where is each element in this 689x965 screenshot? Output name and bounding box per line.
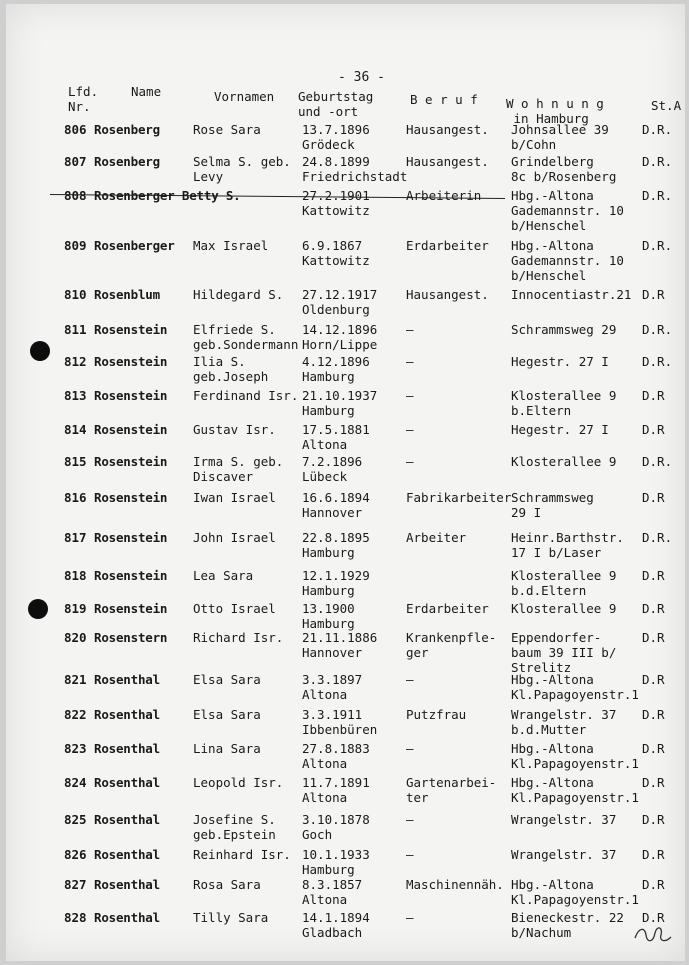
cell-st: D.R — [642, 388, 665, 403]
cell-beruf: – — [406, 422, 414, 437]
cell-wohnung: Grindelberg 8c b/Rosenberg — [511, 154, 617, 184]
cell-geburt: 12.1.1929 Hamburg — [302, 568, 370, 598]
header-lfd-nr: Lfd. Nr. — [68, 84, 99, 114]
cell-st: D.R — [642, 847, 665, 862]
cell-wohnung: Klosterallee 9 — [511, 454, 617, 469]
cell-vornamen: Lina Sara — [193, 741, 261, 756]
header-beruf: B e r u f — [410, 92, 478, 107]
cell-st: D.R. — [642, 454, 673, 469]
cell-vornamen: Josefine S. geb.Epstein — [193, 812, 276, 842]
cell-st: D.R — [642, 601, 665, 616]
cell-vornamen: Leopold Isr. — [193, 775, 284, 790]
cell-vornamen: Selma S. geb. Levy — [193, 154, 291, 184]
cell-name: Rosenthal — [94, 672, 160, 687]
cell-nr: 820 — [64, 630, 87, 645]
cell-vornamen: Elfriede S. geb.Sondermann — [193, 322, 299, 352]
cell-st: D.R — [642, 741, 665, 756]
cell-nr: 821 — [64, 672, 87, 687]
cell-geburt: 21.11.1886 Hannover — [302, 630, 378, 660]
record-row-809 — [6, 238, 685, 286]
cell-name: Rosenthal — [94, 775, 160, 790]
cell-wohnung: Hbg.-Altona Kl.Papagoyenstr.1 — [511, 741, 639, 771]
cell-geburt: 27.8.1883 Altona — [302, 741, 370, 771]
cell-st: D.R. — [642, 530, 673, 545]
cell-name: Rosenthal — [94, 847, 160, 862]
cell-nr: 811 — [64, 322, 87, 337]
cell-nr: 824 — [64, 775, 87, 790]
cell-beruf: Hausangest. — [406, 154, 489, 169]
cell-beruf: Fabrikarbeiter — [406, 490, 512, 505]
cell-st: D.R — [642, 775, 665, 790]
cell-name: Rosenthal — [94, 707, 160, 722]
cell-name: Rosenthal — [94, 812, 160, 827]
cell-wohnung: Hbg.-Altona Gademannstr. 10 b/Henschel — [511, 188, 624, 233]
cell-beruf: – — [406, 322, 414, 337]
cell-st: D.R — [642, 287, 665, 302]
cell-vornamen: Irma S. geb. Discaver — [193, 454, 284, 484]
cell-vornamen: Iwan Israel — [193, 490, 276, 505]
cell-name: Rosenthal — [94, 877, 160, 892]
cell-vornamen: Reinhard Isr. — [193, 847, 291, 862]
cell-vornamen: Elsa Sara — [193, 707, 261, 722]
cell-nr: 814 — [64, 422, 87, 437]
cell-nr: 822 — [64, 707, 87, 722]
cell-name: Rosenstein — [94, 454, 168, 469]
cell-st: D.R — [642, 812, 665, 827]
cell-nr: 828 — [64, 910, 87, 925]
cell-wohnung: Hegestr. 27 I — [511, 354, 609, 369]
cell-geburt: 17.5.1881 Altona — [302, 422, 370, 452]
cell-beruf: Putzfrau — [406, 707, 467, 722]
cell-geburt: 3.3.1897 Altona — [302, 672, 363, 702]
cell-vornamen: Rose Sara — [193, 122, 261, 137]
cell-geburt: 21.10.1937 Hamburg — [302, 388, 378, 418]
cell-vornamen: Elsa Sara — [193, 672, 261, 687]
cell-beruf: – — [406, 910, 414, 925]
handwritten-mark — [633, 923, 673, 945]
cell-name: Rosenberg — [94, 122, 160, 137]
cell-vornamen: Ferdinand Isr. — [193, 388, 299, 403]
cell-st: D.R — [642, 707, 665, 722]
cell-nr: 819 — [64, 601, 87, 616]
cell-name: Rosenstein — [94, 354, 168, 369]
cell-wohnung: Eppendorfer- baum 39 III b/ Strelitz — [511, 630, 617, 675]
cell-beruf: Hausangest. — [406, 122, 489, 137]
cell-nr: 825 — [64, 812, 87, 827]
cell-nr: 809 — [64, 238, 87, 253]
cell-beruf: Arbeiter — [406, 530, 467, 545]
cell-beruf: – — [406, 672, 414, 687]
cell-geburt: 27.2.1901 Kattowitz — [302, 188, 370, 218]
cell-geburt: 7.2.1896 Lübeck — [302, 454, 363, 484]
cell-st: D.R — [642, 672, 665, 687]
cell-name: Rosenstein — [94, 388, 168, 403]
cell-vornamen: Richard Isr. — [193, 630, 284, 645]
cell-geburt: 22.8.1895 Hamburg — [302, 530, 370, 560]
cell-nr: 812 — [64, 354, 87, 369]
cell-beruf: – — [406, 847, 414, 862]
cell-vornamen: John Israel — [193, 530, 276, 545]
cell-nr: 807 — [64, 154, 87, 169]
cell-st: D.R — [642, 490, 665, 505]
cell-name: Rosenberg — [94, 154, 160, 169]
cell-st: D.R — [642, 568, 665, 583]
cell-name: Rosenstern — [94, 630, 168, 645]
cell-nr: 810 — [64, 287, 87, 302]
cell-beruf: Maschinennäh. — [406, 877, 504, 892]
cell-geburt: 13.1900 Hamburg — [302, 601, 355, 631]
cell-geburt: 11.7.1891 Altona — [302, 775, 370, 805]
cell-name: Rosenstein — [94, 422, 168, 437]
cell-wohnung: Hbg.-Altona Kl.Papagoyenstr.1 — [511, 775, 639, 805]
page-number: - 36 - — [338, 70, 385, 85]
cell-nr: 813 — [64, 388, 87, 403]
cell-wohnung: Innocentiastr.21 — [511, 287, 632, 302]
cell-vornamen: Otto Israel — [193, 601, 276, 616]
cell-wohnung: Bieneckestr. 22 b/Nachum — [511, 910, 624, 940]
header-geburtstag: Geburtstag und -ort — [298, 89, 374, 119]
cell-geburt: 3.3.1911 Ibbenbüren — [302, 707, 378, 737]
header-wohnung: W o h n u n g in Hamburg — [506, 96, 604, 126]
cell-beruf: – — [406, 454, 414, 469]
cell-vornamen: Max Israel — [193, 238, 269, 253]
cell-geburt: 14.12.1896 Horn/Lippe — [302, 322, 378, 352]
cell-wohnung: Hbg.-Altona Kl.Papagoyenstr.1 — [511, 672, 639, 702]
header-vornamen: Vornamen — [214, 89, 275, 104]
cell-beruf: – — [406, 812, 414, 827]
cell-geburt: 24.8.1899 Friedrichstadt — [302, 154, 408, 184]
cell-st: D.R. — [642, 122, 673, 137]
header-name: Name — [131, 84, 162, 99]
cell-geburt: 6.9.1867 Kattowitz — [302, 238, 370, 268]
cell-st: D.R — [642, 910, 665, 925]
cell-st: D.R. — [642, 322, 673, 337]
cell-beruf: – — [406, 354, 414, 369]
cell-nr: 818 — [64, 568, 87, 583]
cell-wohnung: Hegestr. 27 I — [511, 422, 609, 437]
cell-geburt: 10.1.1933 Hamburg — [302, 847, 370, 877]
cell-st: D.R. — [642, 154, 673, 169]
cell-vornamen: Ilia S. geb.Joseph — [193, 354, 269, 384]
cell-geburt: 3.10.1878 Goch — [302, 812, 370, 842]
cell-beruf: Krankenpfle- ger — [406, 630, 497, 660]
cell-st: D.R. — [642, 238, 673, 253]
cell-wohnung: Hbg.-Altona Gademannstr. 10 b/Henschel — [511, 238, 624, 283]
cell-wohnung: Wrangelstr. 37 — [511, 812, 617, 827]
cell-beruf: Gartenarbei- ter — [406, 775, 497, 805]
cell-beruf: Hausangest. — [406, 287, 489, 302]
cell-name: Rosenthal — [94, 741, 160, 756]
cell-name: Rosenblum — [94, 287, 160, 302]
cell-beruf: Arbeiterin — [406, 188, 482, 203]
cell-wohnung: Johnsallee 39 b/Cohn — [511, 122, 609, 152]
document-page — [6, 4, 685, 961]
cell-wohnung: Hbg.-Altona Kl.Papagoyenstr.1 — [511, 877, 639, 907]
cell-wohnung: Klosterallee 9 b.d.Eltern — [511, 568, 617, 598]
cell-st: D.R — [642, 630, 665, 645]
cell-wohnung: Wrangelstr. 37 — [511, 847, 617, 862]
cell-nr: 826 — [64, 847, 87, 862]
cell-vornamen: Hildegard S. — [193, 287, 284, 302]
cell-st: D.R — [642, 877, 665, 892]
cell-name: Rosenstein — [94, 568, 168, 583]
cell-st: D.R. — [642, 354, 673, 369]
cell-geburt: 4.12.1896 Hamburg — [302, 354, 370, 384]
cell-geburt: 16.6.1894 Hannover — [302, 490, 370, 520]
cell-vornamen: Tilly Sara — [193, 910, 269, 925]
cell-name: Rosenberger — [94, 238, 175, 253]
cell-vornamen: Lea Sara — [193, 568, 254, 583]
cell-geburt: 13.7.1896 Grödeck — [302, 122, 370, 152]
cell-vornamen: Rosa Sara — [193, 877, 261, 892]
cell-beruf: – — [406, 388, 414, 403]
cell-nr: 815 — [64, 454, 87, 469]
cell-wohnung: Heinr.Barthstr. 17 I b/Laser — [511, 530, 624, 560]
cell-name: Rosenstein — [94, 490, 168, 505]
cell-nr: 806 — [64, 122, 87, 137]
cell-geburt: 27.12.1917 Oldenburg — [302, 287, 378, 317]
cell-name: Rosenstein — [94, 322, 168, 337]
cell-st: D.R — [642, 422, 665, 437]
cell-vornamen: Gustav Isr. — [193, 422, 276, 437]
cell-wohnung: Wrangelstr. 37 b.d.Mutter — [511, 707, 617, 737]
cell-beruf: – — [406, 741, 414, 756]
cell-st: D.R. — [642, 188, 673, 203]
cell-wohnung: Klosterallee 9 — [511, 601, 617, 616]
header-st: St.A — [651, 98, 682, 113]
cell-geburt: 14.1.1894 Gladbach — [302, 910, 370, 940]
record-row-828 — [6, 910, 685, 958]
cell-name: Rosenstein — [94, 530, 168, 545]
cell-name: Rosenberger Betty S. — [94, 188, 241, 203]
cell-nr: 827 — [64, 877, 87, 892]
cell-beruf: Erdarbeiter — [406, 601, 489, 616]
cell-wohnung: Klosterallee 9 b.Eltern — [511, 388, 617, 418]
record-row-808 — [6, 188, 685, 236]
cell-wohnung: Schrammsweg 29 I — [511, 490, 594, 520]
cell-nr: 808 — [64, 188, 87, 203]
cell-nr: 816 — [64, 490, 87, 505]
cell-name: Rosenthal — [94, 910, 160, 925]
cell-name: Rosenstein — [94, 601, 168, 616]
cell-nr: 817 — [64, 530, 87, 545]
cell-nr: 823 — [64, 741, 87, 756]
cell-geburt: 8.3.1857 Altona — [302, 877, 363, 907]
cell-wohnung: Schrammsweg 29 — [511, 322, 617, 337]
cell-beruf: Erdarbeiter — [406, 238, 489, 253]
record-row-820 — [6, 630, 685, 678]
